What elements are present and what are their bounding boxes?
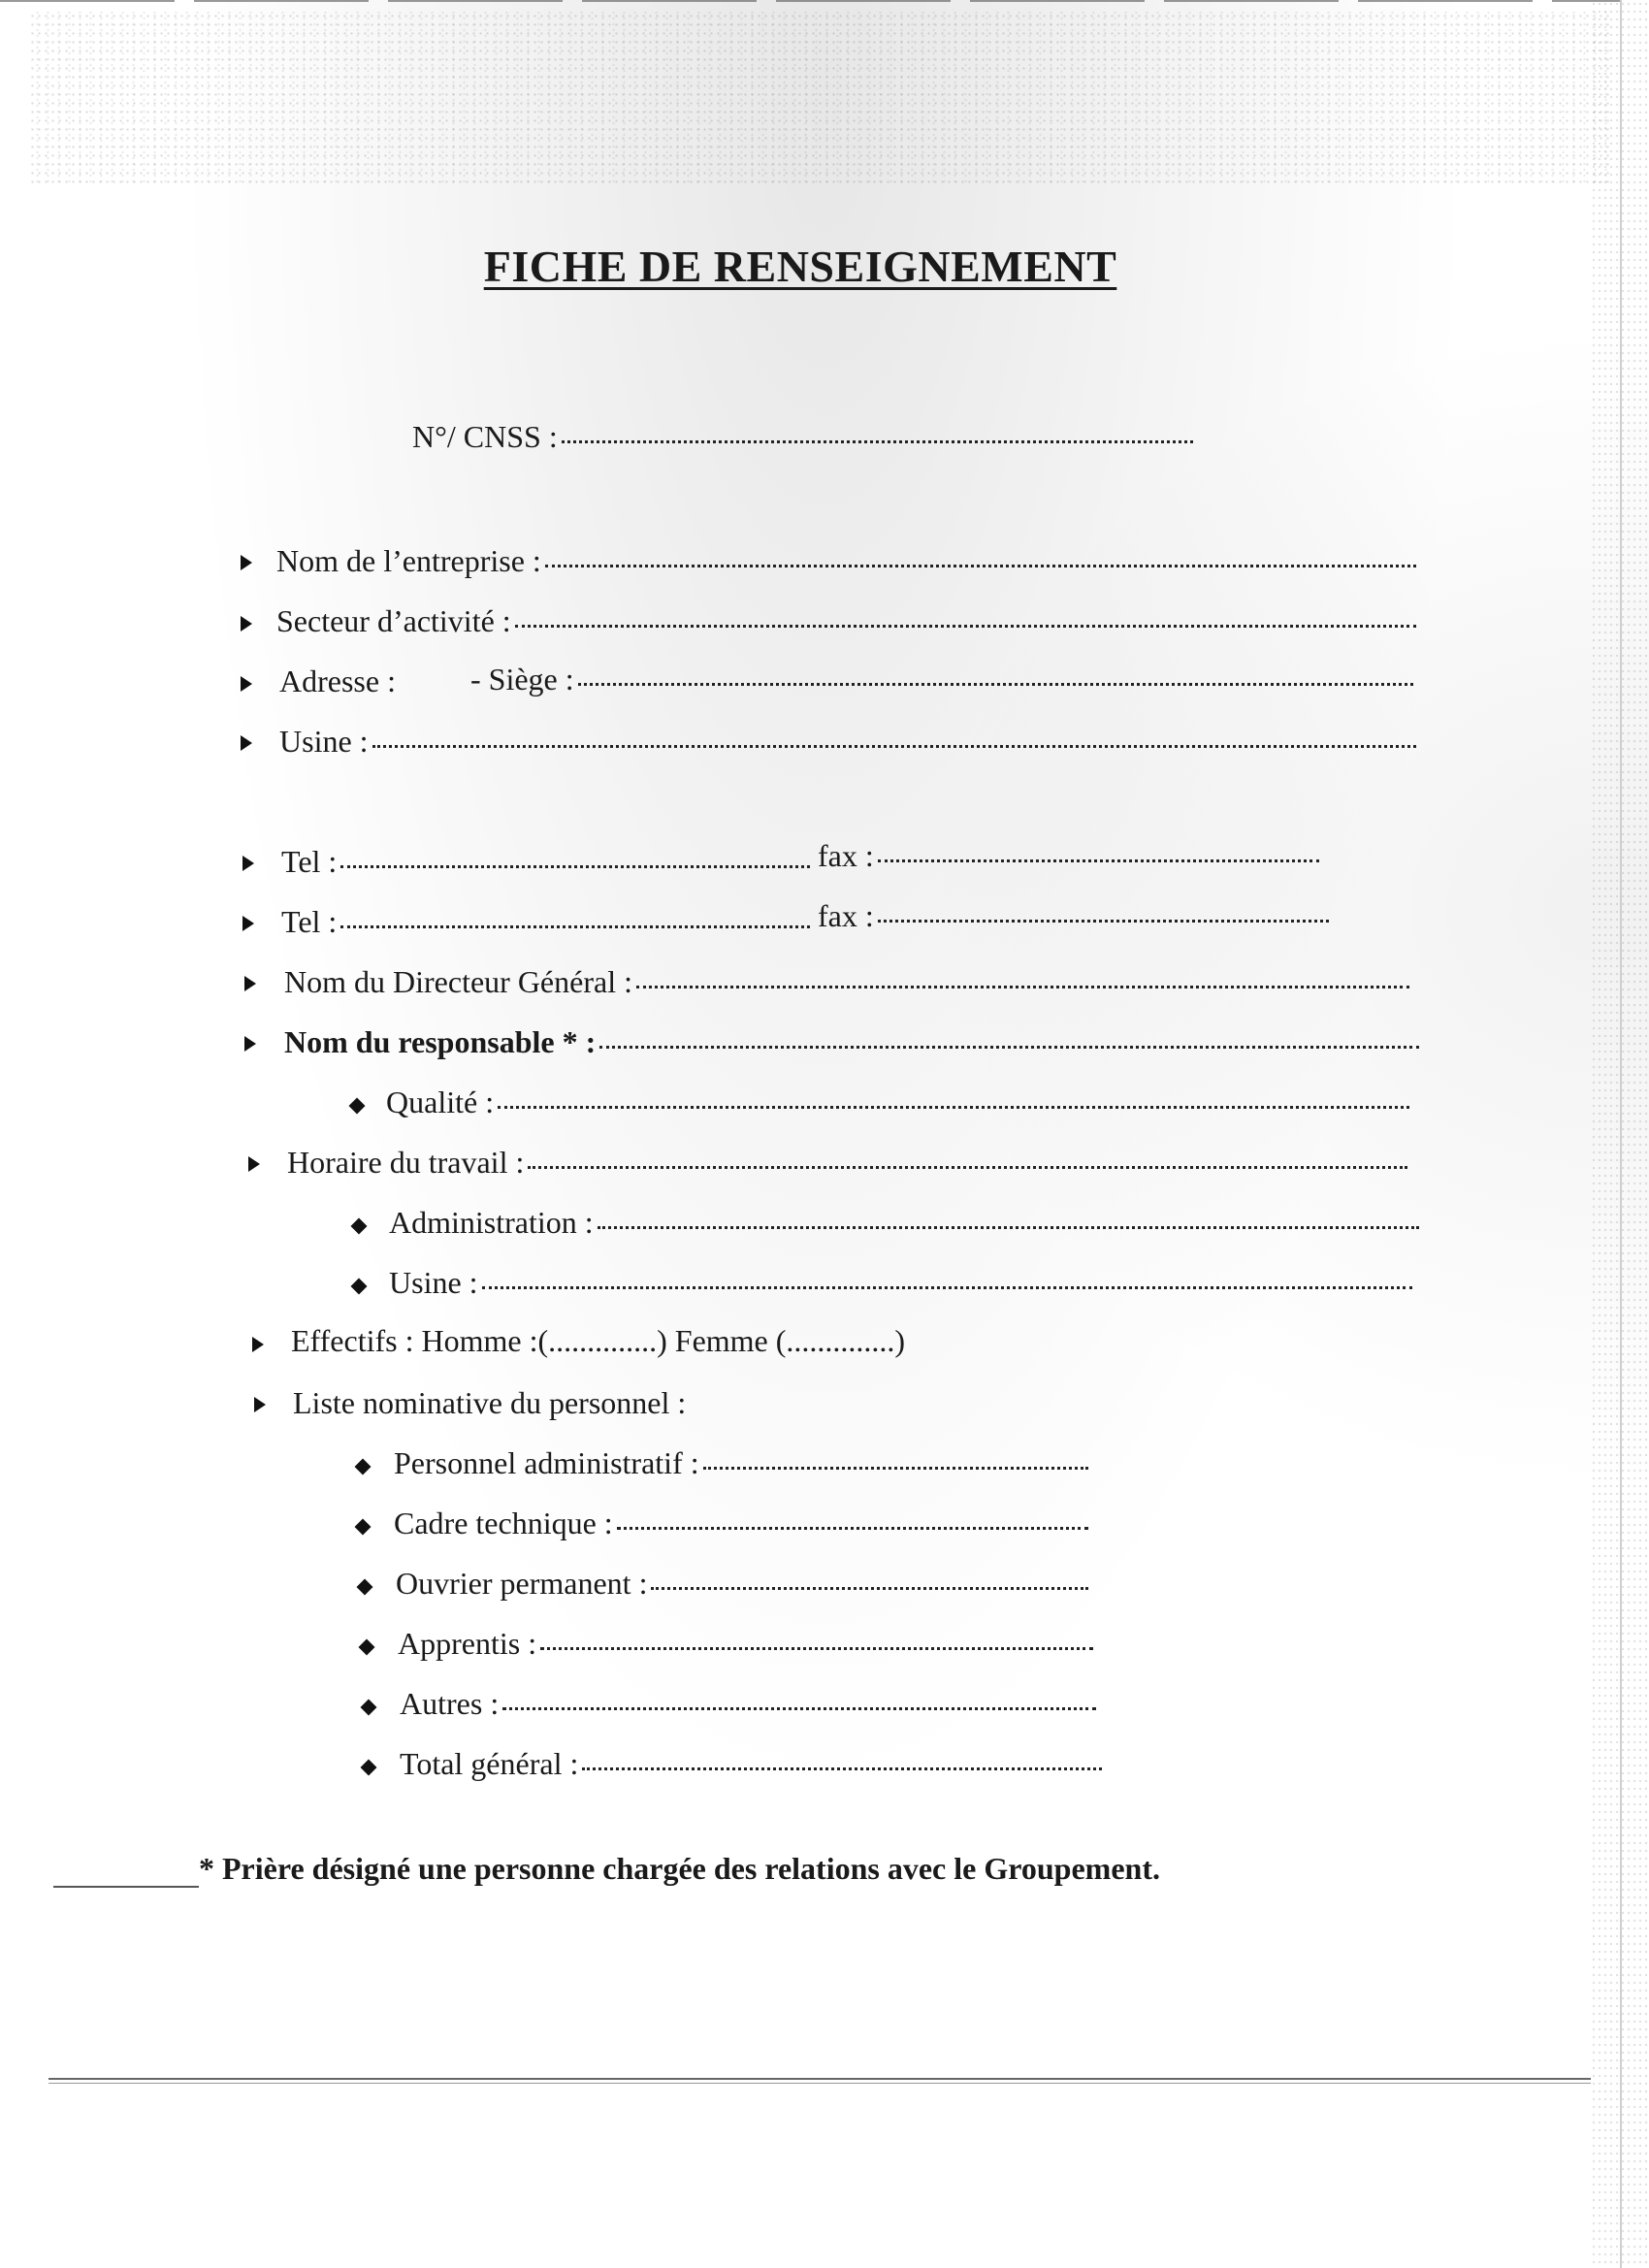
total-field[interactable] — [400, 1746, 1102, 1782]
permanent-workers-label: Ouvrier permanent : — [396, 1566, 648, 1601]
technical-staff-blank[interactable] — [617, 1527, 1088, 1530]
sector-field[interactable] — [276, 603, 1416, 639]
admin-hours-label: Administration : — [389, 1205, 594, 1240]
phone-2-label: Tel : — [281, 904, 338, 939]
arrow-bullet-icon — [241, 555, 252, 570]
fax-2-label: fax : — [818, 898, 874, 933]
staff-list-label: Liste nominative du personnel : — [293, 1385, 687, 1420]
phone-1-label: Tel : — [281, 844, 338, 879]
cnss-label: N°/ CNSS : — [412, 419, 558, 454]
company-name-label: Nom de l’entreprise : — [276, 543, 541, 578]
technical-staff-field[interactable] — [394, 1506, 1088, 1541]
company-name-field[interactable] — [276, 543, 1416, 579]
director-label: Nom du Directeur Général : — [284, 964, 632, 999]
work-hours-label: Horaire du travail : — [287, 1145, 525, 1180]
responsible-blank[interactable] — [599, 1046, 1419, 1049]
phone-2-field[interactable] — [281, 904, 810, 940]
company-name-blank[interactable] — [545, 565, 1416, 567]
diamond-bullet-icon — [357, 1579, 373, 1596]
fax-2-field[interactable] — [818, 898, 1329, 934]
arrow-bullet-icon — [241, 616, 252, 632]
arrow-bullet-icon — [252, 1337, 264, 1352]
address-label: Adresse : — [279, 664, 396, 698]
arrow-bullet-icon — [254, 1397, 266, 1412]
admin-staff-blank[interactable] — [703, 1467, 1088, 1470]
form-title: FICHE DE RENSEIGNEMENT — [483, 242, 1117, 291]
work-hours-blank[interactable] — [528, 1166, 1407, 1169]
top-scan-edge — [0, 0, 1620, 2]
staff-count-label[interactable]: Effectifs : Homme :(..............) Femme (..............) — [291, 1323, 906, 1358]
siege-blank[interactable] — [578, 683, 1413, 686]
quality-field[interactable] — [386, 1085, 1409, 1120]
siege-label: - Siège : — [470, 662, 574, 697]
total-label: Total général : — [400, 1746, 579, 1781]
others-blank[interactable] — [502, 1707, 1096, 1710]
total-blank[interactable] — [582, 1767, 1102, 1770]
fax-2-blank[interactable] — [878, 920, 1329, 923]
staff-list-heading — [293, 1385, 686, 1421]
permanent-workers-blank[interactable] — [651, 1587, 1088, 1590]
diamond-bullet-icon — [361, 1760, 377, 1776]
phone-2-blank[interactable] — [340, 925, 810, 928]
diamond-bullet-icon — [355, 1459, 372, 1475]
scan-noise-top — [29, 12, 1610, 186]
admin-hours-field[interactable] — [389, 1205, 1419, 1241]
factory-hours-blank[interactable] — [482, 1286, 1412, 1289]
fax-1-field[interactable] — [818, 838, 1319, 874]
phone-1-blank[interactable] — [340, 865, 810, 868]
diamond-bullet-icon — [355, 1519, 372, 1536]
responsible-label: Nom du responsable * : — [284, 1024, 597, 1059]
quality-blank[interactable] — [498, 1106, 1409, 1109]
cnss-blank[interactable] — [562, 440, 1193, 443]
arrow-bullet-icon — [244, 976, 256, 991]
admin-staff-field[interactable] — [394, 1445, 1088, 1481]
arrow-bullet-icon — [241, 676, 252, 692]
arrow-bullet-icon — [248, 1156, 260, 1172]
work-hours-field[interactable] — [287, 1145, 1407, 1181]
right-scan-edge — [1620, 0, 1622, 2268]
arrow-bullet-icon — [241, 735, 252, 751]
others-label: Autres : — [400, 1686, 500, 1721]
factory-field[interactable] — [279, 724, 1416, 760]
phone-1-field[interactable] — [281, 844, 810, 880]
admin-hours-blank[interactable] — [598, 1226, 1419, 1229]
footnote-rule — [53, 1886, 199, 1888]
address-label-field — [279, 664, 446, 699]
director-blank[interactable] — [636, 986, 1409, 988]
diamond-bullet-icon — [351, 1279, 368, 1295]
responsible-field[interactable] — [284, 1024, 1419, 1060]
apprentices-blank[interactable] — [540, 1647, 1093, 1650]
arrow-bullet-icon — [242, 856, 254, 871]
factory-hours-field[interactable] — [389, 1265, 1412, 1301]
sector-label: Secteur d’activité : — [276, 603, 511, 638]
director-field[interactable] — [284, 964, 1409, 1000]
diamond-bullet-icon — [351, 1218, 368, 1235]
quality-label: Qualité : — [386, 1085, 495, 1119]
staff-count-field[interactable] — [291, 1323, 905, 1359]
others-field[interactable] — [400, 1686, 1096, 1722]
diamond-bullet-icon — [359, 1639, 375, 1656]
siege-field[interactable] — [470, 662, 1413, 697]
diamond-bullet-icon — [349, 1098, 366, 1115]
diamond-bullet-icon — [361, 1700, 377, 1716]
factory-label: Usine : — [279, 724, 369, 759]
bottom-scan-line — [48, 2078, 1591, 2084]
factory-hours-label: Usine : — [389, 1265, 478, 1300]
arrow-bullet-icon — [242, 916, 254, 931]
fax-1-label: fax : — [818, 838, 874, 873]
admin-staff-label: Personnel administratif : — [394, 1445, 699, 1480]
technical-staff-label: Cadre technique : — [394, 1506, 613, 1540]
arrow-bullet-icon — [244, 1036, 256, 1052]
permanent-workers-field[interactable] — [396, 1566, 1088, 1602]
apprentices-label: Apprentis : — [398, 1626, 537, 1661]
footnote: * Prière désigné une personne chargée des relations avec le Groupement. — [199, 1851, 1160, 1886]
sector-blank[interactable] — [515, 625, 1416, 628]
apprentices-field[interactable] — [398, 1626, 1093, 1662]
factory-blank[interactable] — [372, 745, 1416, 748]
fax-1-blank[interactable] — [878, 859, 1319, 862]
cnss-field[interactable] — [412, 419, 1193, 455]
